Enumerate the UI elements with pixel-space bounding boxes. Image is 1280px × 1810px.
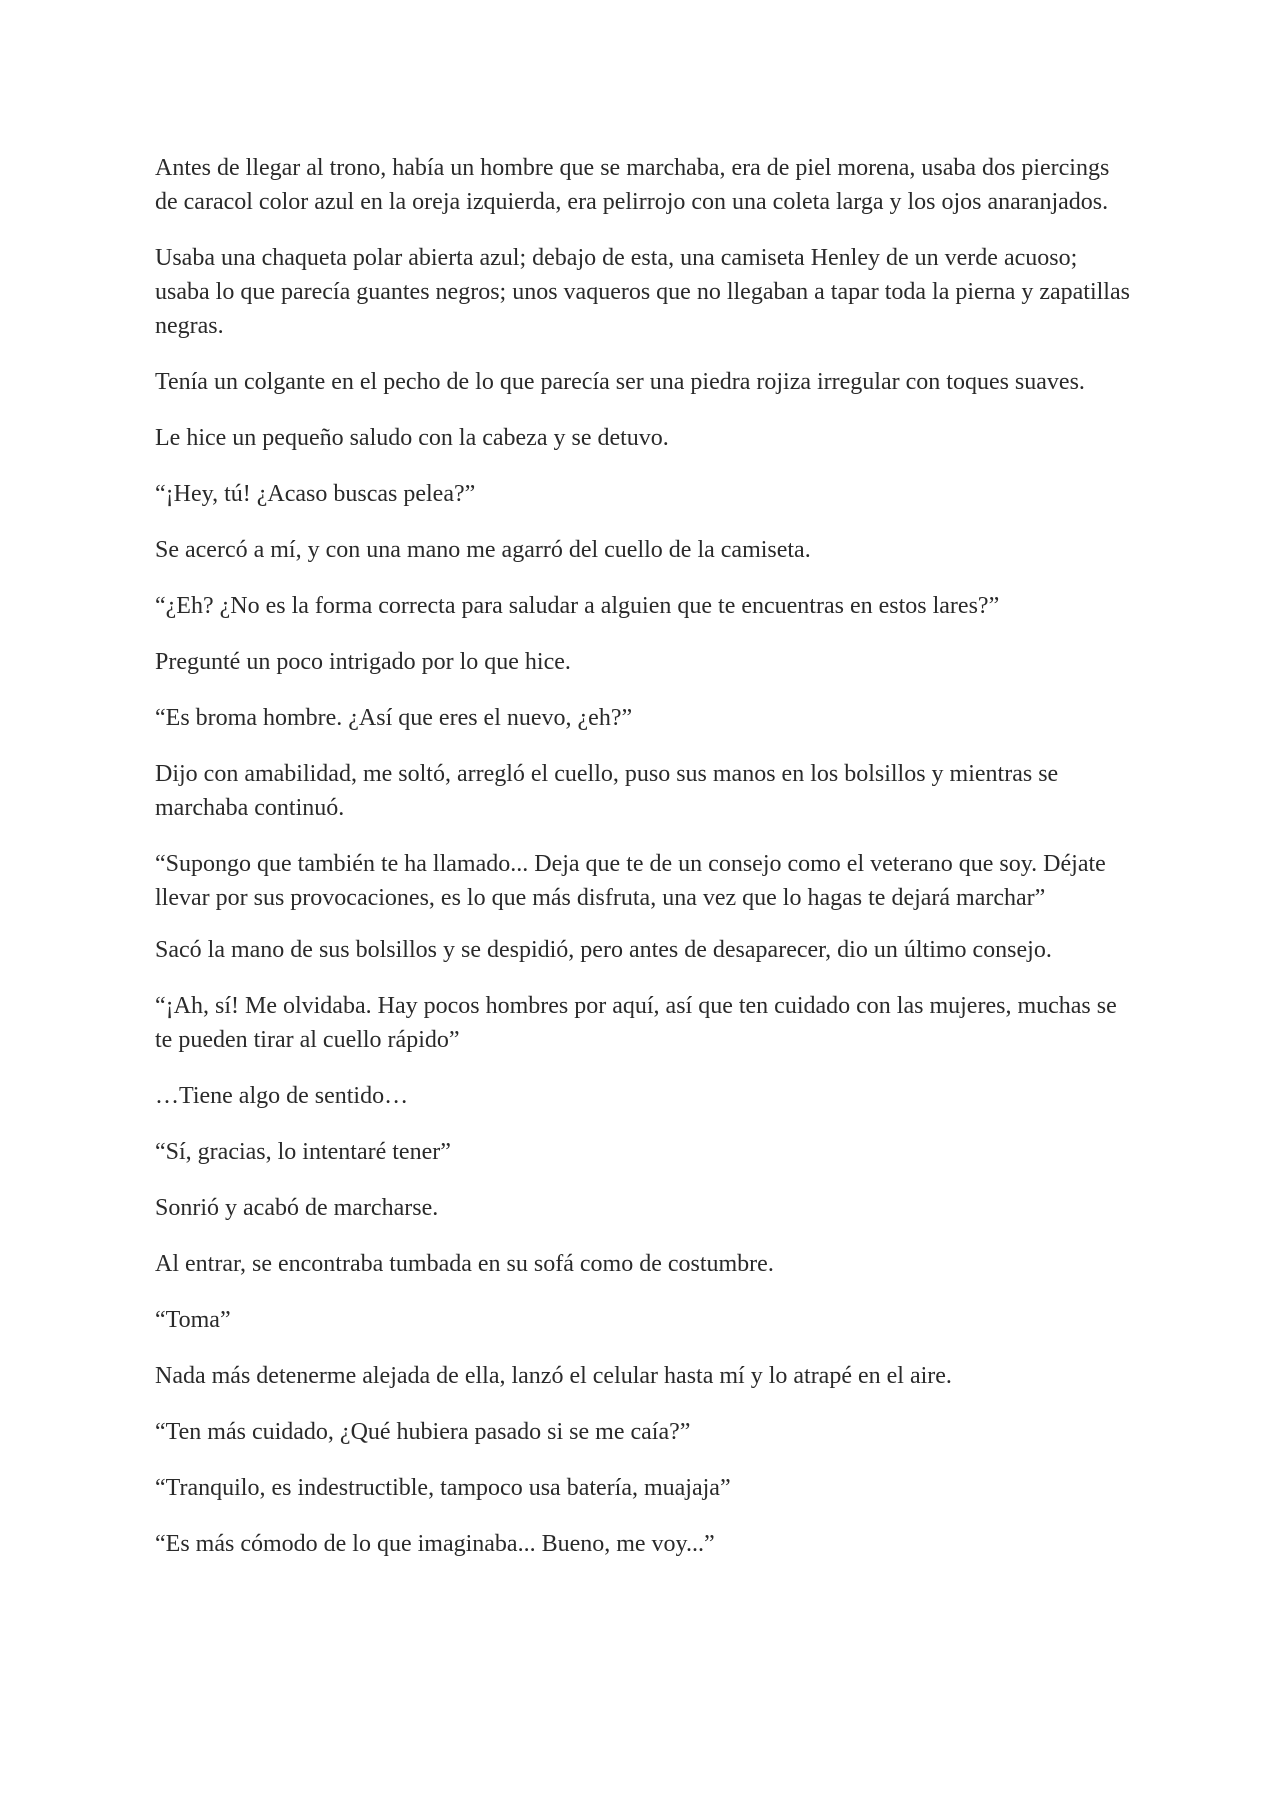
paragraph: Sonrió y acabó de marcharse. xyxy=(155,1195,439,1221)
paragraph: “Sí, gracias, lo intentaré tener” xyxy=(155,1139,451,1165)
document-body xyxy=(155,151,1135,1583)
paragraph: …Tiene algo de sentido… xyxy=(155,1083,409,1109)
paragraph: “Es broma hombre. ¿Así que eres el nuevo, ¿eh?” xyxy=(155,705,633,731)
paragraph: Nada más detenerme alejada de ella, lanzó el celular hasta mí y lo atrapé en el aire. xyxy=(155,1363,952,1389)
paragraph: Le hice un pequeño saludo con la cabeza y se detuvo. xyxy=(155,425,669,451)
paragraph: Pregunté un poco intrigado por lo que hice. xyxy=(155,649,571,675)
paragraph: Dijo con amabilidad, me soltó, arregló el cuello, puso sus manos en los bolsillos y mientras se marchaba continuó. xyxy=(155,761,1059,821)
paragraph: Al entrar, se encontraba tumbada en su sofá como de costumbre. xyxy=(155,1251,774,1277)
paragraph: Usaba una chaqueta polar abierta azul; debajo de esta, una camiseta Henley de un verde acuoso; usaba lo que parecía guantes negros; unos vaqueros que no llegaban a tapar toda la pierna y zapatillas negras. xyxy=(155,245,1130,339)
paragraph: “Tranquilo, es indestructible, tampoco usa batería, muajaja” xyxy=(155,1475,731,1501)
paragraph: Sacó la mano de sus bolsillos y se despidió, pero antes de desaparecer, dio un último consejo. xyxy=(155,937,1052,963)
paragraph: “Ten más cuidado, ¿Qué hubiera pasado si se me caía?” xyxy=(155,1419,691,1445)
paragraph: “¡Ah, sí! Me olvidaba. Hay pocos hombres por aquí, así que ten cuidado con las mujeres, muchas se te pueden tirar al cuello rápido” xyxy=(155,993,1117,1053)
paragraph: Tenía un colgante en el pecho de lo que parecía ser una piedra rojiza irregular con toques suaves. xyxy=(155,369,1085,395)
paragraph: “Toma” xyxy=(155,1307,231,1333)
paragraph: Antes de llegar al trono, había un hombre que se marchaba, era de piel morena, usaba dos piercings de caracol color azul en la oreja izquierda, era pelirrojo con una coleta larga y los ojos anaranjados. xyxy=(155,155,1110,215)
paragraph: “Supongo que también te ha llamado... Deja que te de un consejo como el veterano que soy. Déjate llevar por sus provocaciones, es lo que más disfruta, una vez que lo hagas te dejará marchar” xyxy=(155,851,1106,911)
paragraph: “¡Hey, tú! ¿Acaso buscas pelea?” xyxy=(155,481,476,507)
paragraph: “Es más cómodo de lo que imaginaba... Bueno, me voy...” xyxy=(155,1531,715,1557)
paragraph: Se acercó a mí, y con una mano me agarró del cuello de la camiseta. xyxy=(155,537,811,563)
paragraph: “¿Eh? ¿No es la forma correcta para saludar a alguien que te encuentras en estos lares?” xyxy=(155,593,1000,619)
